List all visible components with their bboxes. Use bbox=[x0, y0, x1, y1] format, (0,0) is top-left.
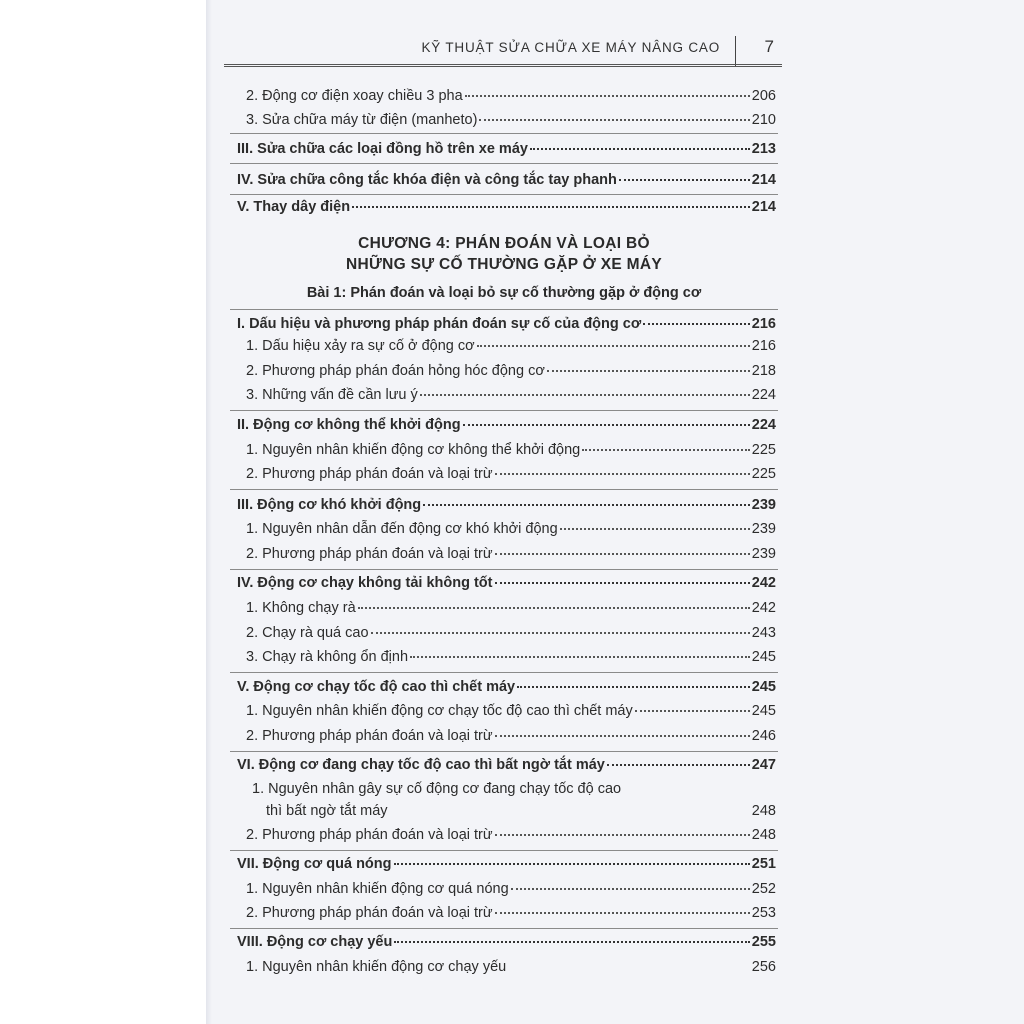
section-rule bbox=[230, 672, 778, 673]
toc-entry-page: 248 bbox=[751, 803, 776, 819]
dot-leader bbox=[582, 449, 750, 451]
toc-entry-label: 2. Phương pháp phán đoán và loại trừ bbox=[246, 728, 493, 744]
toc-entry-label: 1. Nguyên nhân khiến động cơ không thể khởi động bbox=[246, 442, 581, 458]
toc-entry bbox=[246, 599, 776, 617]
toc-entry-page: 245 bbox=[751, 679, 776, 695]
toc-entry-label: III. Sửa chữa các loại đồng hồ trên xe máy bbox=[237, 141, 528, 157]
toc-entry bbox=[246, 337, 776, 355]
toc-entry-label: VIII. Động cơ chạy yếu bbox=[237, 934, 393, 950]
dot-leader bbox=[495, 834, 750, 836]
section-rule bbox=[230, 194, 778, 195]
toc-entry-label: 1. Không chạy rà bbox=[246, 600, 356, 616]
toc-entry-label: I. Dấu hiệu và phương pháp phán đoán sự cố của động cơ bbox=[237, 316, 642, 332]
toc-entry-page: 243 bbox=[751, 625, 776, 641]
dot-leader bbox=[390, 810, 750, 812]
toc-entry-label-continuation: thì bất ngờ tắt máy bbox=[266, 803, 388, 819]
toc-entry bbox=[237, 416, 776, 434]
dot-leader bbox=[394, 863, 750, 865]
section-rule bbox=[230, 569, 778, 570]
dot-leader bbox=[619, 179, 750, 181]
dot-leader bbox=[495, 582, 750, 584]
lesson-heading: Bài 1: Phán đoán và loại bỏ sự cố thường gặp ở động cơ bbox=[306, 285, 702, 301]
toc-entry-page: 214 bbox=[751, 172, 776, 188]
toc-entry-label: 1. Nguyên nhân gây sự cố động cơ đang chạy tốc độ cao bbox=[252, 781, 622, 797]
dot-leader bbox=[547, 370, 750, 372]
toc-entry bbox=[246, 702, 776, 720]
toc-entry-page: 242 bbox=[751, 600, 776, 616]
toc-entry-label: 2. Phương pháp phán đoán và loại trừ bbox=[246, 466, 493, 482]
toc-entry-page: 239 bbox=[751, 497, 776, 513]
dot-leader bbox=[530, 148, 750, 150]
dot-leader bbox=[358, 607, 750, 609]
toc-entry bbox=[246, 441, 776, 459]
toc-entry bbox=[246, 826, 776, 844]
toc-entry-page: 224 bbox=[751, 417, 776, 433]
dot-leader bbox=[410, 656, 750, 658]
toc-entry bbox=[246, 648, 776, 666]
dot-leader bbox=[495, 473, 750, 475]
toc-entry-page: 245 bbox=[751, 649, 776, 665]
chapter-heading-line: CHƯƠNG 4: PHÁN ĐOÁN VÀ LOẠI BỎ bbox=[358, 235, 650, 252]
toc-entry-page: 255 bbox=[751, 934, 776, 950]
toc-entry-label: 2. Phương pháp phán đoán hỏng hóc động cơ bbox=[246, 363, 545, 379]
toc-entry-label: 1. Nguyên nhân dẫn đến động cơ khó khởi động bbox=[246, 521, 558, 537]
toc-entry-label: VII. Động cơ quá nóng bbox=[237, 856, 392, 872]
toc-entry-page: 252 bbox=[751, 881, 776, 897]
toc-entry bbox=[246, 111, 776, 129]
toc-entry-label: 2. Phương pháp phán đoán và loại trừ bbox=[246, 827, 493, 843]
toc-entry-label: 2. Phương pháp phán đoán và loại trừ bbox=[246, 546, 493, 562]
toc-entry-label: IV. Động cơ chạy không tải không tốt bbox=[237, 575, 493, 591]
toc-entry-label: IV. Sửa chữa công tắc khóa điện và công tắc tay phanh bbox=[237, 172, 617, 188]
toc-entry bbox=[246, 386, 776, 404]
section-rule bbox=[230, 850, 778, 851]
toc-entry-label: 1. Dấu hiệu xảy ra sự cố ở động cơ bbox=[246, 338, 475, 354]
toc-entry-label: 3. Chạy rà không ổn định bbox=[246, 649, 409, 665]
toc-entry-page: 213 bbox=[751, 141, 776, 157]
toc-entry-page: 239 bbox=[751, 546, 776, 562]
toc-entry-page: 253 bbox=[751, 905, 776, 921]
toc-entry-page: 239 bbox=[751, 521, 776, 537]
toc-entry bbox=[246, 880, 776, 898]
toc-entry bbox=[237, 198, 776, 216]
toc-entry bbox=[237, 933, 776, 951]
dot-leader bbox=[495, 553, 750, 555]
toc-entry-page: 245 bbox=[751, 703, 776, 719]
toc-entry bbox=[237, 678, 776, 696]
toc-entry-page: 251 bbox=[751, 856, 776, 872]
dot-leader bbox=[477, 345, 750, 347]
toc-entry-page: 216 bbox=[751, 338, 776, 354]
toc-entry-page: 224 bbox=[751, 387, 776, 403]
dot-leader bbox=[508, 966, 750, 968]
toc-entry-page: 225 bbox=[751, 466, 776, 482]
toc-entry bbox=[246, 727, 776, 745]
toc-entry-label: 2. Động cơ điện xoay chiều 3 pha bbox=[246, 88, 463, 104]
toc-entry-label: 2. Chạy rà quá cao bbox=[246, 625, 369, 641]
dot-leader bbox=[479, 119, 749, 121]
toc-entry-page: 210 bbox=[751, 112, 776, 128]
toc-entry-label: II. Động cơ không thể khởi động bbox=[237, 417, 461, 433]
dot-leader bbox=[371, 632, 750, 634]
dot-leader bbox=[635, 710, 750, 712]
toc-entry-label: 3. Những vấn đề cần lưu ý bbox=[246, 387, 418, 403]
toc-entry-page: 242 bbox=[751, 575, 776, 591]
dot-leader bbox=[465, 95, 750, 97]
chapter-heading-line: NHỮNG SỰ CỐ THƯỜNG GẶP Ở XE MÁY bbox=[345, 256, 663, 273]
toc-entry-page: 206 bbox=[751, 88, 776, 104]
dot-leader bbox=[394, 941, 749, 943]
dot-leader bbox=[352, 206, 750, 208]
toc-entry bbox=[237, 855, 776, 873]
section-rule bbox=[230, 928, 778, 929]
section-rule bbox=[230, 410, 778, 411]
toc-entry bbox=[237, 315, 776, 333]
section-rule bbox=[230, 309, 778, 310]
dot-leader bbox=[607, 764, 750, 766]
dot-leader bbox=[517, 686, 750, 688]
toc-entry-label: 1. Nguyên nhân khiến động cơ quá nóng bbox=[246, 881, 509, 897]
toc-entry-page: 214 bbox=[751, 199, 776, 215]
toc-entry-label: 2. Phương pháp phán đoán và loại trừ bbox=[246, 905, 493, 921]
toc-entry bbox=[237, 496, 776, 514]
toc-entry bbox=[246, 545, 776, 563]
dot-leader bbox=[560, 528, 750, 530]
toc-entry-page: 246 bbox=[751, 728, 776, 744]
toc-entry-label: 1. Nguyên nhân khiến động cơ chạy yếu bbox=[246, 959, 507, 975]
toc-entry bbox=[266, 802, 776, 820]
toc-entry bbox=[246, 465, 776, 483]
toc-entry-label: V. Động cơ chạy tốc độ cao thì chết máy bbox=[237, 679, 516, 695]
toc-entry bbox=[246, 904, 776, 922]
toc-entry bbox=[237, 171, 776, 189]
toc-entry-label: 3. Sửa chữa máy từ điện (manheto) bbox=[246, 112, 478, 128]
toc-entry bbox=[246, 958, 776, 976]
section-rule bbox=[230, 489, 778, 490]
toc-entry-page: 218 bbox=[751, 363, 776, 379]
toc-entry bbox=[237, 574, 776, 592]
toc-entry-page: 256 bbox=[751, 959, 776, 975]
toc-entry bbox=[237, 756, 776, 774]
toc-entry-label: 1. Nguyên nhân khiến động cơ chạy tốc độ cao thì chết máy bbox=[246, 703, 633, 719]
toc-entry bbox=[246, 87, 776, 105]
dot-leader bbox=[495, 735, 750, 737]
toc-entry-page: 247 bbox=[751, 757, 776, 773]
toc-entry bbox=[246, 520, 776, 538]
section-rule bbox=[230, 751, 778, 752]
section-rule bbox=[230, 133, 778, 134]
dot-leader bbox=[495, 912, 750, 914]
dot-leader bbox=[423, 504, 750, 506]
dot-leader bbox=[643, 323, 750, 325]
toc-entry-label: V. Thay dây điện bbox=[237, 199, 351, 215]
toc-entry-page: 216 bbox=[751, 316, 776, 332]
section-rule bbox=[230, 163, 778, 164]
dot-leader bbox=[420, 394, 750, 396]
page-number: 7 bbox=[764, 37, 774, 56]
toc-entry-page: 225 bbox=[751, 442, 776, 458]
toc-entry-label: III. Động cơ khó khởi động bbox=[237, 497, 422, 513]
toc-entry-label: VI. Động cơ đang chạy tốc độ cao thì bất ngờ tắt máy bbox=[237, 757, 605, 773]
book-title: KỸ THUẬT SỬA CHỮA XE MÁY NÂNG CAO bbox=[421, 40, 720, 55]
toc-entry bbox=[237, 140, 776, 158]
dot-leader bbox=[463, 424, 750, 426]
toc-entry bbox=[246, 362, 776, 380]
dot-leader bbox=[511, 888, 750, 890]
toc-entry-page: 248 bbox=[751, 827, 776, 843]
toc-entry bbox=[246, 624, 776, 642]
